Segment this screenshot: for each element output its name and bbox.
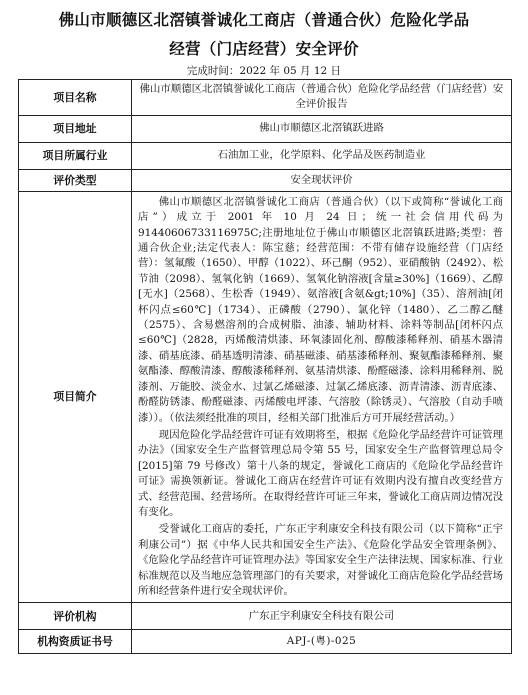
summary-paragraph-2: 现因危险化学品经营许可证有效期将至，根据《危险化学品经营许可证管理办法》（国家安全生产监督管理总局令第 55 号，国家安全生产监督管理总局令[2015]第 79 号修改）第十八条的规定，誉诚化工商店的《危险化学品经营许可证》需换领新证。誉诚化工商店在经营许可证有效期内没有擅自改变经营方式、经营范围、经营场所。在取得经营许可证三年来，誉诚化工商店周边情况没有变化。	[138, 428, 503, 518]
label-project-address: 项目地址	[19, 115, 132, 142]
report-title-line-2: 经营（门店经营）安全评价	[169, 40, 359, 58]
value-eval-org: 广东正宇利康安全科技有限公司	[132, 603, 512, 630]
summary-paragraph-3: 受誉诚化工商店的委托，广东正宇利康安全科技有限公司（以下简称“正宇利康公司”）据《中华人民共和国安全生产法》、《危险化学品安全管理条例》、《危险化学品经营许可证管理办法》等国家安全生产法律法规、国家标准、行业标准规范以及当地应急管理部门的有关要求，对誉诚化工商店危险化学品经营场所和经营条件进行安全现状评价。	[138, 523, 503, 597]
summary-paragraph-1: 佛山市顺德区北滘镇誉诚化工商店（普通合伙）（以下或简称“誉诚化工商店”）成立于 2001 年 10 月 24 日；统一社会信用代码为91440606733116975C;注册地址位于佛山市顺德区北滘镇跃进路;类型：普通合伙企业;法定代表人：陈宝慈；经营范围：不带有储存设施经营（门店经营）：氢氟酸（1650）、甲醇（1022）、环己酮（952）、亚硝酸钠（2492）、松节油（2098）、氢氧化钠（1669）、氢氧化钠溶液[含量≥30%]（1669）、乙醇[无水]（2568）、生松香（1949）、氨溶液[含氨&gt;10%]（35）、溶剂油[闭杯闪点≤60℃]（1734）、正磷酸（2790）、氯化锌（1480）、乙二醇乙醚（2575）、含易燃溶剂的合成树脂、油漆、辅助材料、涂料等制品[闭杯闪点≤60℃]（2828，丙烯酸清烘漆、环氧漆固化剂、醇酸漆稀释剂、硝基木器清漆、硝基底漆、硝基透明清漆、硝基磁漆、硝基漆稀释剂、聚氨酯漆稀释剂、聚氨酯漆、醇酸清漆、醇酸漆稀释剂、氨基清烘漆、酚醛磁漆、涂料用稀释剂、脱漆剂、万能胶、淡金水、过氯乙烯磁漆、过氯乙烯底漆、沥青清漆、沥青底漆、酚醛防锈漆、酚醛磁漆、丙烯酸电坪漆、气溶胶（除锈灵）、气溶胶（自动手喷漆））。（依法须经批准的项目，经相关部门批准后方可开展经营活动。）	[138, 195, 503, 424]
label-license: 机构资质证书号	[19, 630, 132, 654]
row-eval-type	[19, 169, 512, 191]
report-title-line-1: 佛山市顺德区北滘镇誉诚化工商店（普通合伙）危险化学品	[58, 11, 470, 29]
row-project-name	[19, 80, 512, 116]
label-eval-org: 评价机构	[19, 603, 132, 630]
value-industry: 石油加工业，化学原料、化学品及医药制造业	[132, 142, 512, 169]
value-license: APJ-(粤)-025	[132, 630, 512, 654]
report-info-table	[18, 79, 512, 654]
value-project-name: 佛山市顺德区北滘镇誉诚化工商店（普通合伙）危险化学品经营（门店经营）安全评价报告	[132, 80, 512, 116]
row-eval-org	[19, 603, 512, 630]
label-industry: 项目所属行业	[19, 142, 132, 169]
row-license	[19, 630, 512, 654]
row-summary	[19, 191, 512, 603]
row-project-address	[19, 115, 512, 142]
value-project-address: 佛山市顺德区北滘镇跃进路	[132, 115, 512, 142]
completion-time: 完成时间：2022 年 05 月 12 日	[186, 65, 342, 77]
label-eval-type: 评价类型	[19, 169, 132, 191]
row-industry	[19, 142, 512, 169]
label-project-name: 项目名称	[19, 80, 132, 116]
value-eval-type: 安全现状评价	[132, 169, 512, 191]
label-summary: 项目简介	[19, 191, 132, 603]
value-summary	[132, 191, 512, 603]
